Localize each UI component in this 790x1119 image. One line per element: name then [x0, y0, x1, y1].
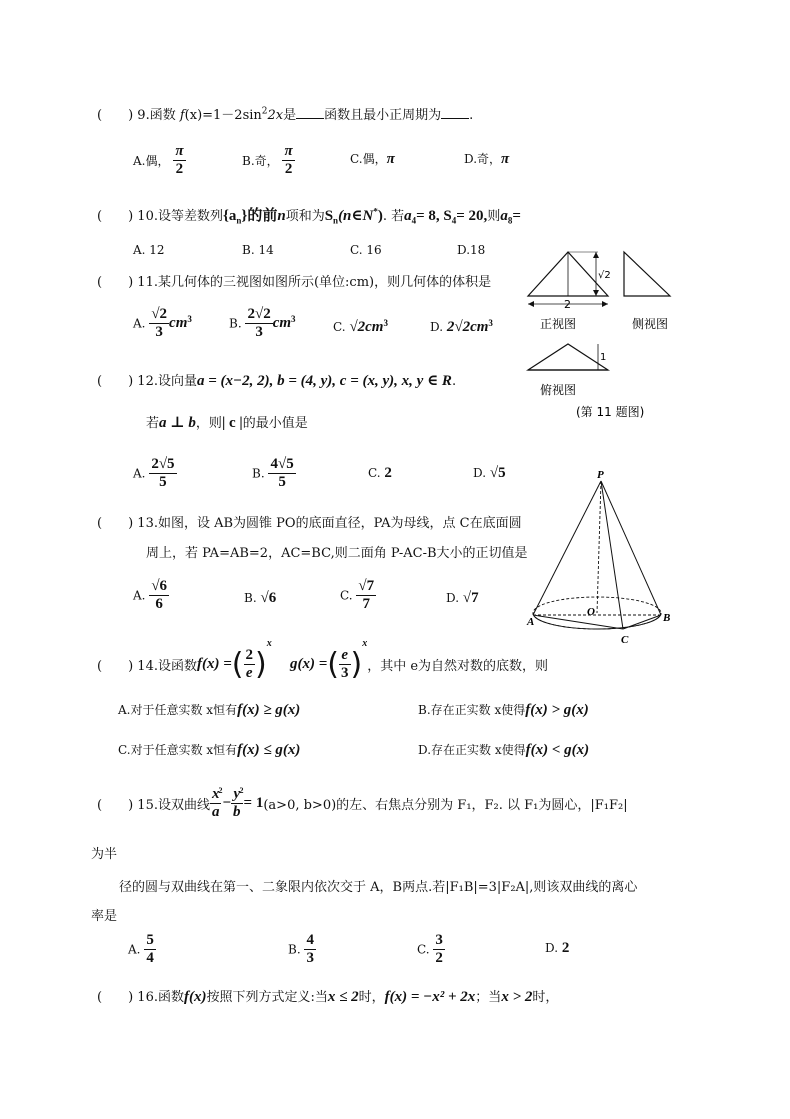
- point-o: O: [587, 606, 595, 618]
- q11-option-a[interactable]: A. $\frac{√2}{3}$ $cm^3$: [133, 306, 192, 340]
- q11-option-c[interactable]: C. $√2cm^3$: [333, 318, 388, 335]
- q14-option-c[interactable]: C.对于任意实数 x恒有f(x) ≤ g(x): [118, 742, 301, 758]
- point-b: B: [663, 612, 671, 624]
- q15-line4: 率是: [91, 909, 118, 924]
- answer-paren[interactable]: ( ): [97, 659, 134, 674]
- q14-line: ( ) 14.设函数f(x) =( $\frac{2}{e}$ )$^x$ g(x) =( $\frac{e}{3}$ )$^x$，其中 e为自然对数的底数，则: [97, 638, 549, 682]
- top-view-label: 俯视图: [540, 383, 577, 397]
- q13-line2: 周上，若 PA=AB=2，AC=BC,则二面角 P-AC-B大小的正切值是: [146, 546, 528, 561]
- q9-option-c[interactable]: C.偶，π: [350, 151, 395, 167]
- q13-option-b[interactable]: B. √6: [244, 590, 277, 606]
- q10-option-c[interactable]: C. 16: [350, 243, 382, 257]
- q13-line: ( ) 13.如图，设 AB为圆锥 PO的底面直径，PA为母线，点 C在底面圆: [97, 516, 522, 531]
- point-a: A: [527, 616, 535, 628]
- blank[interactable]: [441, 106, 469, 119]
- three-view-figure: [520, 248, 680, 428]
- dim-height: √2: [598, 270, 611, 281]
- q9-line: ( ) 9.函数 $f(x)=1-2\sin^22x$是 函数且最小正周期为 .: [97, 106, 474, 123]
- q14-option-a[interactable]: A.对于任意实数 x恒有f(x) ≥ g(x): [118, 702, 301, 718]
- point-p: P: [597, 469, 604, 481]
- q12-option-b[interactable]: B. $\frac{4√5}{5}$: [252, 456, 294, 490]
- top-view: [528, 344, 608, 370]
- q14-option-d[interactable]: D.存在正实数 x使得f(x) < g(x): [418, 742, 590, 758]
- front-view-label: 正视图: [540, 317, 577, 331]
- q9-option-d[interactable]: D.奇，π: [464, 151, 510, 167]
- dim-top: 1: [600, 352, 607, 363]
- answer-paren[interactable]: ( ): [97, 275, 134, 290]
- q15-option-d[interactable]: D. 2: [545, 940, 570, 956]
- answer-paren[interactable]: ( ): [97, 374, 134, 389]
- point-c: C: [621, 634, 629, 646]
- q15-line3: 径的圆与双曲线在第一、二象限内依次交于 A，B两点.若|F₁B|=3|F₂A|,则该双曲线的离心: [119, 880, 638, 895]
- q16-line: ( ) 16.函数f(x)按照下列方式定义:当x ≤ 2时，f(x) = −x² + 2x；当x > 2时，: [97, 989, 559, 1005]
- q10-option-d[interactable]: D.18: [457, 243, 486, 257]
- q13-option-a[interactable]: A. $\frac{√6}{6}$: [133, 578, 168, 612]
- side-view: [624, 252, 670, 296]
- q13-option-c[interactable]: C. $\frac{√7}{7}$: [340, 578, 375, 612]
- figure-caption: (第 11 题图): [576, 405, 645, 419]
- q11-option-d[interactable]: D. $2√2cm^3$: [430, 318, 493, 335]
- answer-paren[interactable]: ( ): [97, 516, 134, 531]
- dim-width: 2: [564, 298, 571, 311]
- blank[interactable]: [296, 106, 324, 119]
- q9-option-a[interactable]: A.偶， $\frac{\pi}{2}$: [133, 143, 184, 177]
- q12-option-d[interactable]: D. √5: [473, 465, 506, 481]
- q10-option-a[interactable]: A. 12: [133, 243, 165, 257]
- q15-option-a[interactable]: A. $\frac{5}{4}$: [128, 932, 154, 966]
- q9-option-b[interactable]: B.奇， $\frac{\pi}{2}$: [242, 143, 293, 177]
- q15-option-c[interactable]: C. $\frac{3}{2}$: [417, 932, 443, 966]
- q12-line: ( ) 12.设向量a = (x−2, 2), b = (4, y), c = (x, y), x, y ∈ R.: [97, 373, 457, 389]
- answer-paren[interactable]: ( ): [97, 108, 134, 123]
- answer-paren[interactable]: ( ): [97, 209, 134, 224]
- side-view-label: 侧视图: [632, 317, 669, 331]
- q11-option-b[interactable]: B. $\frac{2√2}{3}$ $cm^3$: [229, 306, 296, 340]
- q15-option-b[interactable]: B. $\frac{4}{3}$: [288, 932, 314, 966]
- q15-line: ( ) 15.设双曲线 $\frac{x}{a}$ $^2$− $\frac{y}{b}$ $^2$= 1(a>0, b>0)的左、右焦点分别为 F₁，F₂. 以 F₁为圆心，|F₁F₂|: [97, 786, 628, 820]
- q12-line2: 若a ⊥ b，则| c |的最小值是: [146, 415, 308, 431]
- q12-option-c[interactable]: C. 2: [368, 465, 392, 481]
- q10-option-b[interactable]: B. 14: [242, 243, 274, 257]
- q11-line: ( ) 11.某几何体的三视图如图所示(单位:cm)，则几何体的体积是: [97, 275, 492, 290]
- q12-option-a[interactable]: A. $\frac{2√5}{5}$: [133, 456, 175, 490]
- q13-option-d[interactable]: D. √7: [446, 590, 479, 606]
- cone-figure: [525, 465, 675, 655]
- q10-line: ( ) 10.设等差数列$\{a_n\}$的前n项和为$S_n(n\in N^*)$. 若$a_4= 8$, $S_4= 20$,则$a_8=$: [97, 206, 521, 226]
- q14-option-b[interactable]: B.存在正实数 x使得f(x) > g(x): [418, 702, 589, 718]
- answer-paren[interactable]: ( ): [97, 798, 134, 813]
- answer-paren[interactable]: ( ): [97, 990, 134, 1005]
- q15-line2: 为半: [91, 847, 118, 862]
